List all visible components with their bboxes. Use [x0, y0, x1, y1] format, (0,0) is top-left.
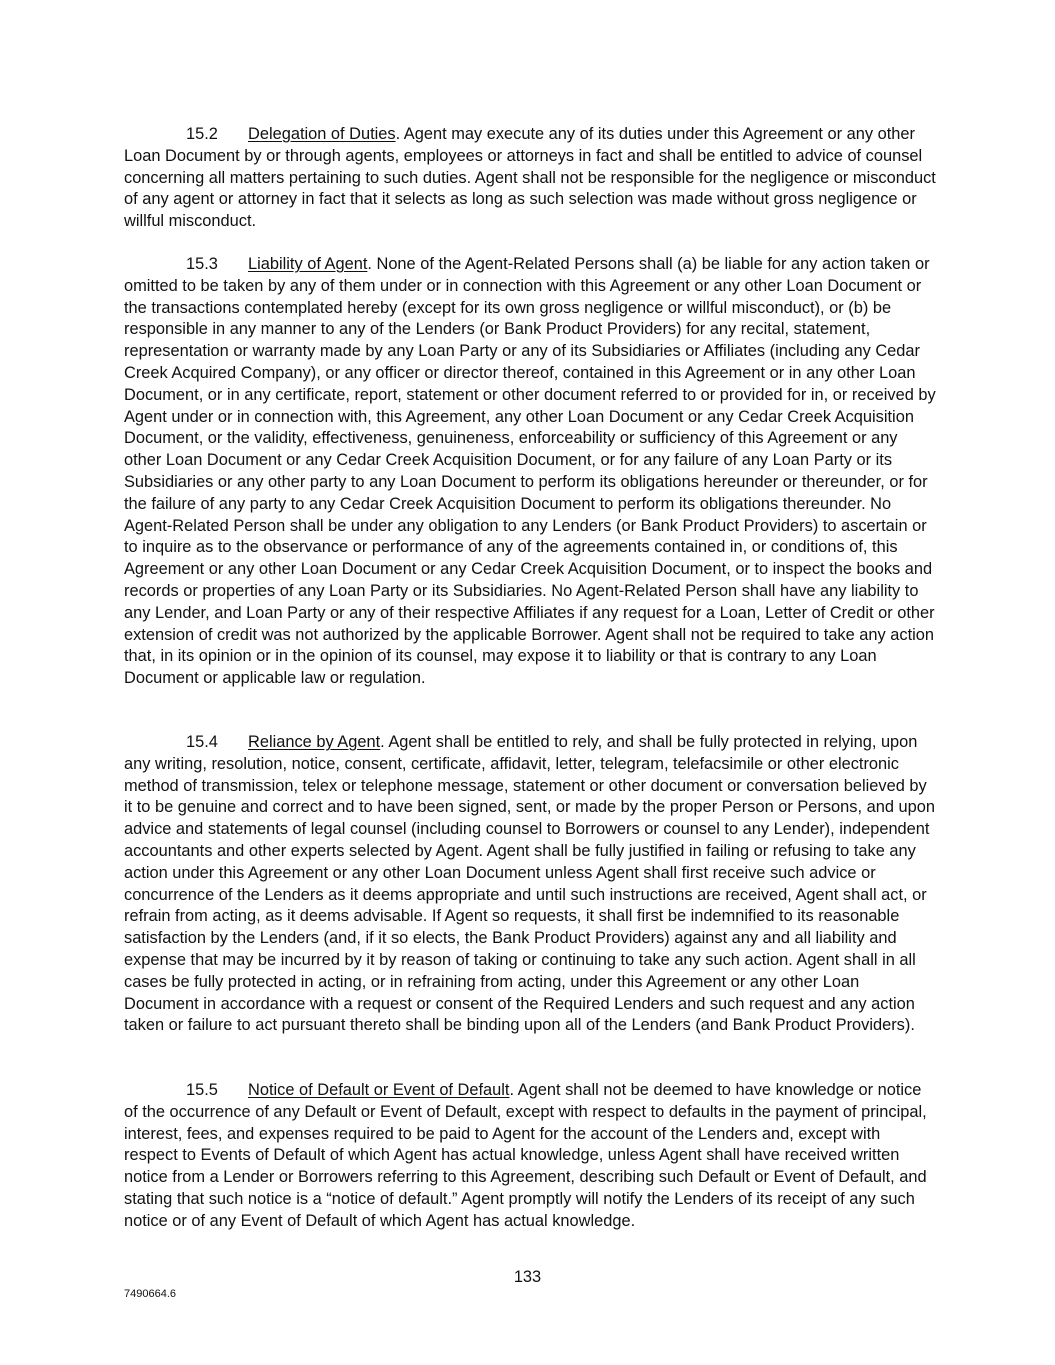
section-15-4 — [124, 732, 936, 1037]
section-body: . Agent may execute any of its duties under this Agreement or any other Loan Document by or through agents, employees or attorneys in fact and shall be entitled to advice of counsel concerning all matters pertaining to such duties. Agent shall not be responsible for the negligence or misconduct of any agent or attorney in fact that it selects as long as such selection was made without gross negligence or willful misconduct. — [124, 125, 936, 231]
section-body: . Agent shall not be deemed to have knowledge or notice of the occurrence of any Default or Event of Default, except with respect to defaults in the payment of principal, interest, fees, and expenses required to be paid to Agent for the account of the Lenders and, except with respect to Events of Default of which Agent has actual knowledge, unless Agent shall have received written notice from a Lender or Borrowers referring to this Agreement, describing such Default or Event of Default, and stating that such notice is a “notice of default.” Agent promptly will notify the Lenders of its receipt of any such notice or of any Event of Default of which Agent has actual knowledge. — [124, 1081, 927, 1230]
section-number: 15.3 — [186, 255, 218, 273]
section-body: . None of the Agent-Related Persons shall (a) be liable for any action taken or omitted to be taken by any of them under or in connection with this Agreement or any other Loan Document or the transactions contemplated hereby (except for its own gross negligence or willful misconduct), or (b) be responsible in any manner to any of the Lenders (or Bank Product Providers) for any recital, statement, representation or warranty made by any Loan Party or any of its Subsidiaries or Affiliates (including any Cedar Creek Acquired Company), or any officer or director thereof, contained in this Agreement or in any other Loan Document, or in any certificate, report, statement or other document referred to or provided for in, or received by Agent under or in connection with, this Agreement, any other Loan Document or any Cedar Creek Acquisition Document, or the validity, effectiveness, genuineness, enforceability or sufficiency of this Agreement or any other Loan Document or any Cedar Creek Acquisition Document, or for any failure of any Loan Party or its Subsidiaries or any other party to any Loan Document to perform its obligations hereunder or thereunder, or for the failure of any party to any Cedar Creek Acquisition Document to perform its obligations thereunder. No Agent-Related Person shall be under any obligation to any Lenders (or Bank Product Providers) to ascertain or to inquire as to the observance or performance of any of the agreements contained in, or conditions of, this Agreement or any other Loan Document or any Cedar Creek Acquisition Document, or to inspect the books and records or properties of any Loan Party or its Subsidiaries. No Agent-Related Person shall have any liability to any Lender, and Loan Party or any of their respective Affiliates if any request for a Loan, Letter of Credit or other extension of credit was not authorized by the applicable Borrower. Agent shall not be required to take any action that, in its opinion or in the opinion of its counsel, may expose it to liability or that is contrary to any Loan Document or applicable law or regulation. — [124, 255, 936, 688]
section-number: 15.4 — [186, 733, 218, 751]
section-15-3 — [124, 254, 936, 690]
section-15-2 — [124, 124, 936, 233]
section-title: Delegation of Duties — [248, 125, 396, 143]
section-body: . Agent shall be entitled to rely, and shall be fully protected in relying, upon any writing, resolution, notice, consent, certificate, affidavit, letter, telegram, telefacsimile or other electronic method of transmission, telex or telephone message, statement or other document or conversation believed by it to be genuine and correct and to have been signed, sent, or made by the proper Person or Persons, and upon advice and statements of legal counsel (including counsel to Borrowers or counsel to any Lender), independent accountants and other experts selected by Agent. Agent shall be fully justified in failing or refusing to take any action under this Agreement or any other Loan Document unless Agent shall first receive such advice or concurrence of the Lenders as it deems appropriate and until such instructions are received, Agent shall act, or refrain from acting, as it deems advisable. If Agent so requests, it shall first be indemnified to its reasonable satisfaction by the Lenders (and, if it so elects, the Bank Product Providers) against any and all liability and expense that may be incurred by it by reason of taking or continuing to take any such action. Agent shall in all cases be fully protected in acting, or in refraining from acting, under this Agreement or any other Loan Document in accordance with a request or consent of the Required Lenders and such request and any action taken or failure to act pursuant thereto shall be binding upon all of the Lenders (and Bank Product Providers). — [124, 733, 935, 1035]
page-number: 133 — [513, 1268, 542, 1286]
section-title: Liability of Agent — [248, 255, 368, 273]
section-15-5 — [124, 1080, 936, 1233]
section-title: Notice of Default or Event of Default — [248, 1081, 510, 1099]
document-id: 7490664.6 — [124, 1288, 176, 1300]
section-title: Reliance by Agent — [248, 733, 381, 751]
section-number: 15.5 — [186, 1081, 218, 1099]
section-number: 15.2 — [186, 125, 218, 143]
